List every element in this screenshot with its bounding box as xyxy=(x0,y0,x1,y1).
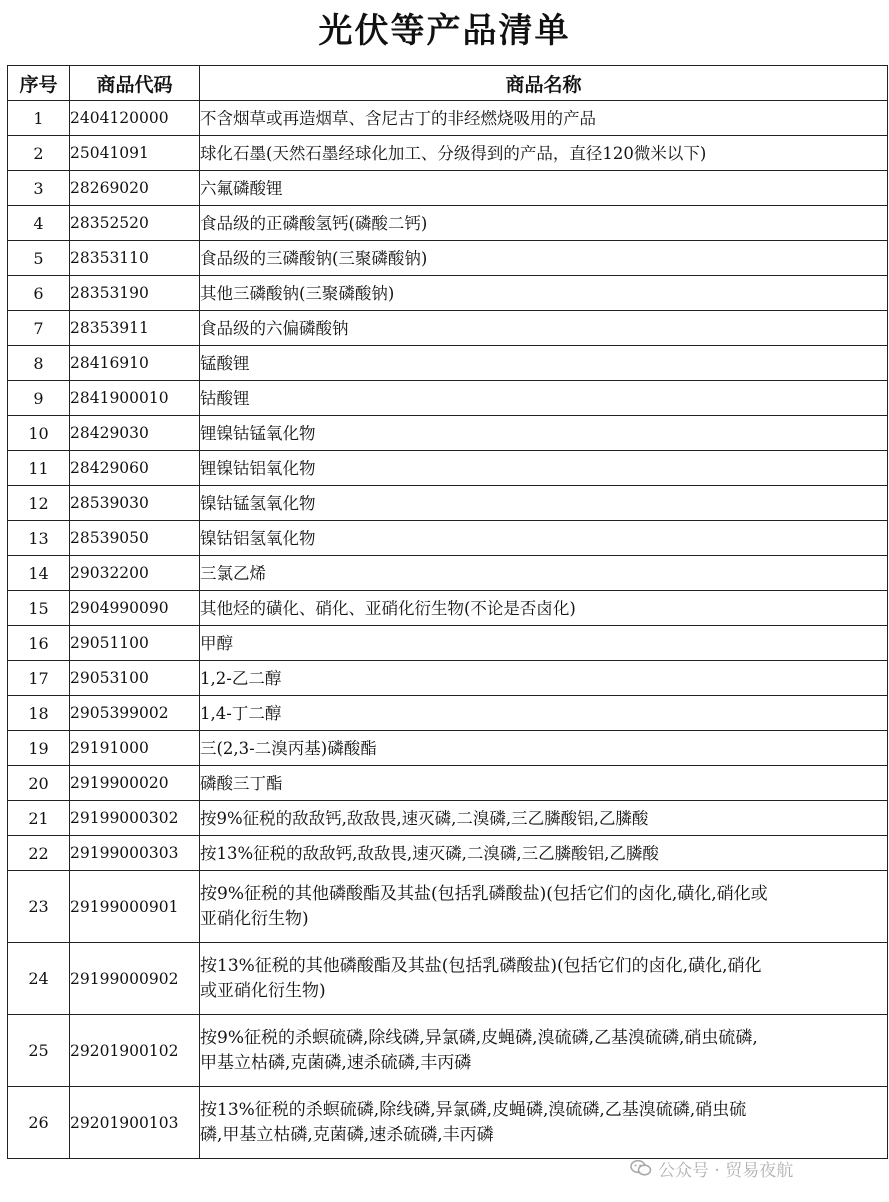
product-name-line: 按9%征税的杀螟硫磷,除线磷,异氯磷,皮蝇磷,溴硫磷,乙基溴硫磷,硝虫硫磷, xyxy=(200,1027,758,1048)
product-name-line: 锂镍钴铝氧化物 xyxy=(200,458,316,478)
watermark xyxy=(630,1155,793,1181)
serial-number-cell: 12 xyxy=(8,486,70,521)
product-code-cell: 28429060 xyxy=(70,451,200,486)
product-name-line: 甲基立枯磷,克菌磷,速杀硫磷,丰丙磷 xyxy=(200,1052,472,1073)
product-name-line: 食品级的六偏磷酸钠 xyxy=(200,318,349,338)
product-code-cell: 25041091 xyxy=(70,136,200,171)
product-name-line: 钴酸锂 xyxy=(200,388,250,408)
table-row xyxy=(8,836,888,871)
product-name-line: 甲醇 xyxy=(200,633,233,653)
serial-number-cell: 21 xyxy=(8,801,70,836)
product-name-cell xyxy=(200,171,888,206)
product-name-line: 三氯乙烯 xyxy=(200,563,266,583)
product-name-cell xyxy=(200,1087,888,1159)
serial-number-cell: 23 xyxy=(8,871,70,943)
table-row xyxy=(8,346,888,381)
table-row xyxy=(8,1015,888,1087)
serial-number-cell: 10 xyxy=(8,416,70,451)
product-code-cell: 29199000302 xyxy=(70,801,200,836)
table-row xyxy=(8,136,888,171)
table-row xyxy=(8,1087,888,1159)
product-code-cell: 2919900020 xyxy=(70,766,200,801)
table-row xyxy=(8,556,888,591)
product-name-line: 其他三磷酸钠(三聚磷酸钠) xyxy=(200,283,395,303)
product-name-cell xyxy=(200,206,888,241)
product-name-line: 1,4-丁二醇 xyxy=(200,703,282,723)
table-row xyxy=(8,381,888,416)
serial-number-cell: 2 xyxy=(8,136,70,171)
table-row xyxy=(8,101,888,136)
product-code-cell: 28353911 xyxy=(70,311,200,346)
serial-number-cell: 11 xyxy=(8,451,70,486)
serial-number-cell: 6 xyxy=(8,276,70,311)
product-code-cell: 2841900010 xyxy=(70,381,200,416)
serial-number-cell: 8 xyxy=(8,346,70,381)
table-row xyxy=(8,871,888,943)
table-header-row xyxy=(8,66,888,101)
product-name-line: 锰酸锂 xyxy=(200,353,250,373)
header-serial-number: 序号 xyxy=(8,66,70,101)
product-name-line: 其他烃的磺化、硝化、亚硝化衍生物(不论是否卤化) xyxy=(200,598,576,618)
table-row xyxy=(8,451,888,486)
product-code-cell: 28539030 xyxy=(70,486,200,521)
product-name-cell xyxy=(200,871,888,943)
product-name-cell xyxy=(200,766,888,801)
product-name-cell xyxy=(200,311,888,346)
product-name-cell xyxy=(200,416,888,451)
table-row xyxy=(8,943,888,1015)
serial-number-cell: 18 xyxy=(8,696,70,731)
product-code-cell: 28269020 xyxy=(70,171,200,206)
table-row xyxy=(8,801,888,836)
product-name-cell xyxy=(200,836,888,871)
product-code-cell: 2905399002 xyxy=(70,696,200,731)
product-code-cell: 2404120000 xyxy=(70,101,200,136)
table-row xyxy=(8,241,888,276)
serial-number-cell: 26 xyxy=(8,1087,70,1159)
table-row xyxy=(8,486,888,521)
product-name-line: 亚硝化衍生物) xyxy=(200,908,309,929)
product-name-line: 镍钴铝氢氧化物 xyxy=(200,528,316,548)
product-name-cell xyxy=(200,241,888,276)
table-row xyxy=(8,661,888,696)
product-name-cell xyxy=(200,381,888,416)
serial-number-cell: 22 xyxy=(8,836,70,871)
product-name-line: 按9%征税的其他磷酸酯及其盐(包括乳磷酸盐)(包括它们的卤化,磺化,硝化或 xyxy=(200,883,768,904)
product-name-line: 1,2-乙二醇 xyxy=(200,668,282,688)
serial-number-cell: 24 xyxy=(8,943,70,1015)
header-product-code: 商品代码 xyxy=(70,66,200,101)
product-name-line: 磷酸三丁酯 xyxy=(200,773,283,793)
table-row xyxy=(8,591,888,626)
product-name-cell xyxy=(200,661,888,696)
serial-number-cell: 14 xyxy=(8,556,70,591)
table-row xyxy=(8,696,888,731)
product-name-cell xyxy=(200,556,888,591)
table-row xyxy=(8,731,888,766)
product-name-cell xyxy=(200,451,888,486)
product-name-line: 镍钴锰氢氧化物 xyxy=(200,493,316,513)
product-code-cell: 29191000 xyxy=(70,731,200,766)
product-name-line: 按13%征税的其他磷酸酯及其盐(包括乳磷酸盐)(包括它们的卤化,磺化,硝化 xyxy=(200,955,762,976)
serial-number-cell: 5 xyxy=(8,241,70,276)
serial-number-cell: 19 xyxy=(8,731,70,766)
serial-number-cell: 17 xyxy=(8,661,70,696)
product-code-cell: 29053100 xyxy=(70,661,200,696)
product-name-cell xyxy=(200,101,888,136)
product-name-cell xyxy=(200,731,888,766)
table-row xyxy=(8,276,888,311)
product-name-cell xyxy=(200,136,888,171)
product-name-line: 六氟磷酸锂 xyxy=(200,178,283,198)
table-row xyxy=(8,521,888,556)
product-code-cell: 28353190 xyxy=(70,276,200,311)
serial-number-cell: 9 xyxy=(8,381,70,416)
product-name-cell xyxy=(200,591,888,626)
table-row xyxy=(8,766,888,801)
product-name-line: 食品级的三磷酸钠(三聚磷酸钠) xyxy=(200,248,428,268)
product-name-cell xyxy=(200,801,888,836)
product-name-cell xyxy=(200,346,888,381)
product-name-cell xyxy=(200,943,888,1015)
table-row xyxy=(8,171,888,206)
product-name-cell xyxy=(200,696,888,731)
product-name-line: 锂镍钴锰氧化物 xyxy=(200,423,316,443)
table-row xyxy=(8,311,888,346)
product-name-cell xyxy=(200,626,888,661)
serial-number-cell: 20 xyxy=(8,766,70,801)
product-code-cell: 28539050 xyxy=(70,521,200,556)
product-code-cell: 29199000901 xyxy=(70,871,200,943)
product-name-line: 按13%征税的敌敌钙,敌敌畏,速灭磷,二溴磷,三乙膦酸铝,乙膦酸 xyxy=(200,843,659,863)
table-body xyxy=(8,101,888,1159)
product-code-cell: 29032200 xyxy=(70,556,200,591)
product-name-line: 按9%征税的敌敌钙,敌敌畏,速灭磷,二溴磷,三乙膦酸铝,乙膦酸 xyxy=(200,808,649,828)
product-code-cell: 29201900102 xyxy=(70,1015,200,1087)
serial-number-cell: 13 xyxy=(8,521,70,556)
product-code-cell: 28353110 xyxy=(70,241,200,276)
product-code-cell: 29199000303 xyxy=(70,836,200,871)
serial-number-cell: 16 xyxy=(8,626,70,661)
serial-number-cell: 7 xyxy=(8,311,70,346)
header-product-name: 商品名称 xyxy=(200,66,888,101)
serial-number-cell: 4 xyxy=(8,206,70,241)
table-row xyxy=(8,626,888,661)
product-name-line: 食品级的正磷酸氢钙(磷酸二钙) xyxy=(200,213,428,233)
table-row xyxy=(8,206,888,241)
product-name-line: 或亚硝化衍生物) xyxy=(200,980,326,1001)
product-code-cell: 29199000902 xyxy=(70,943,200,1015)
product-code-cell: 28429030 xyxy=(70,416,200,451)
table-row xyxy=(8,416,888,451)
product-code-cell: 29051100 xyxy=(70,626,200,661)
product-name-line: 三(2,3-二溴丙基)磷酸酯 xyxy=(200,738,377,758)
serial-number-cell: 15 xyxy=(8,591,70,626)
product-code-cell: 28352520 xyxy=(70,206,200,241)
serial-number-cell: 3 xyxy=(8,171,70,206)
product-code-cell: 2904990090 xyxy=(70,591,200,626)
page-title: 光伏等产品清单 xyxy=(318,11,571,51)
product-name-cell xyxy=(200,486,888,521)
product-name-cell xyxy=(200,1015,888,1087)
product-code-cell: 29201900103 xyxy=(70,1087,200,1159)
watermark-text: 公众号 · 贸易夜航 xyxy=(658,1160,794,1181)
product-name-line: 球化石墨(天然石墨经球化加工、分级得到的产品，直径120微米以下) xyxy=(200,143,707,163)
product-name-line: 磷,甲基立枯磷,克菌磷,速杀硫磷,丰丙磷 xyxy=(200,1124,494,1145)
product-list-table xyxy=(7,65,888,1159)
product-name-cell xyxy=(200,521,888,556)
product-name-line: 按13%征税的杀螟硫磷,除线磷,异氯磷,皮蝇磷,溴硫磷,乙基溴硫磷,硝虫硫 xyxy=(200,1099,747,1120)
product-name-line: 不含烟草或再造烟草、含尼古丁的非经燃烧吸用的产品 xyxy=(200,108,596,128)
product-code-cell: 28416910 xyxy=(70,346,200,381)
product-name-cell xyxy=(200,276,888,311)
serial-number-cell: 25 xyxy=(8,1015,70,1087)
serial-number-cell: 1 xyxy=(8,101,70,136)
wechat-icon xyxy=(630,1159,652,1177)
